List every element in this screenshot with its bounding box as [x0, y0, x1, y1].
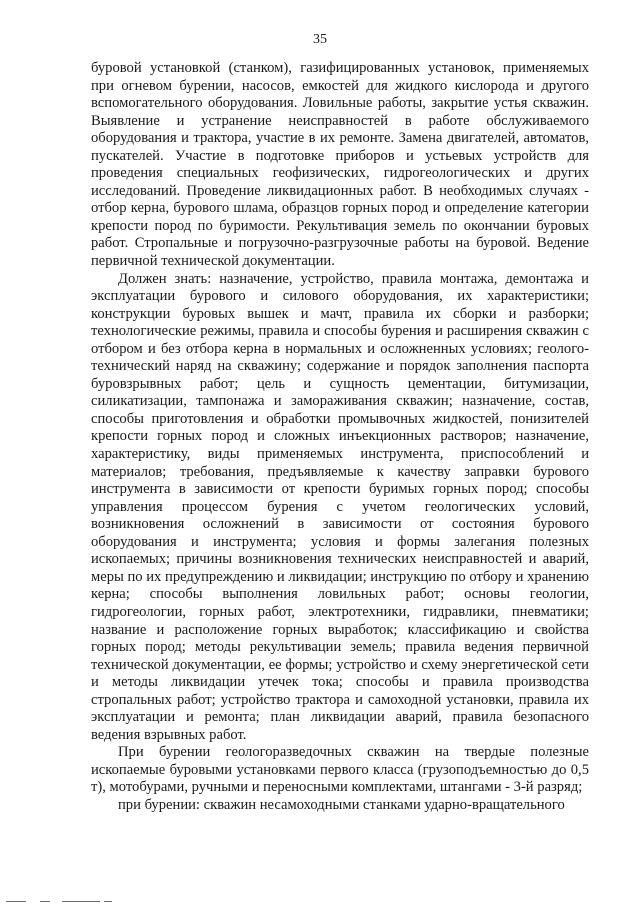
- page-number: 35: [313, 32, 327, 47]
- paragraph-must-know: Должен знать: назначение, устройство, правила монтажа, демонтажа и эксплуатации бурового и силового оборудования, их характеристики; конструкции буровых вышек и мачт, правила их сборки и разборки; технологические режимы, правила и способы бурения и расширения скважин с отбором и без отбора керна в нормальных и осложненных условиях; геолого-технический наряд на скважину; содержание и порядок заполнения паспорта буровзрывных работ; цель и сущность цементации, битумизации, силикатизации, тампонажа и замораживания скважин; назначение, состав, способы приготовления и обработки промывочных жидкостей, понизителей крепости горных пород и сложных инъекционных растворов; назначение, характеристику, виды применяемых инструмента, приспособлений и материалов; требования, предъявляемые к качеству заправки бурового инструмента в зависимости от крепости буримых горных пород; способы управления процессом бурения с учетом геологических условий, возникновения осложнений в зависимости от состояния бурового оборудования и инструмента; условия и формы залегания полезных ископаемых; причины возникновения технических неисправностей и аварий, меры по их предупреждению и ликвидации; инструкцию по отбору и хранению керна; способы выполнения ловильных работ; основы геологии, гидрогеологии, горных работ, электротехники, гидравлики, пневматики; название и расположение горных выработок; классификацию и свойства горных пород; методы рекультивации земель; правила ведения первичной технической документации, ее формы; устройство и схему энергетической сети и методы ликвидации утечек тока; способы и правила производства стропальных работ; устройство трактора и самоходной установки, правила их эксплуатации и ремонта; план ликвидации аварий, правила безопасного ведения взрывных работ.: [91, 270, 589, 743]
- body-text: [91, 60, 589, 815]
- paragraph-duties-continued: буровой установкой (станком), газифицированных установок, применяемых при огневом бурении, насосов, емкостей для жидкого кислорода и другого вспомогательного оборудования. Ловильные работы, закрытие устья скважин. Выявление и устранение неисправностей в работе обслуживаемого оборудования и трактора, участие в их ремонте. Замена двигателей, автоматов, пускателей. Участие в подготовке приборов и устьевых устройств для проведения специальных геофизических, гидрогеологических и других исследований. Проведение ликвидационных работ. В необходимых случаях - отбор керна, бурового шлама, образцов горных пород и определение категории крепости пород по буримости. Рекультивация земель по окончании буровых работ. Стропальные и погрузочно-разгрузочные работы на буровой. Ведение первичной технической документации.: [91, 60, 589, 270]
- scan-mark: [104, 901, 112, 902]
- paragraph-rank-3: При бурении геологоразведочных скважин на твердые полезные ископаемые буровыми установками первого класса (грузоподъемностью до 0,5 т), мотобурами, ручными и переносными комплектами, штангами - 3-й разряд;: [91, 744, 589, 796]
- scan-mark: [40, 901, 50, 902]
- scan-mark: [62, 901, 100, 902]
- paragraph-drilling-conditions: при бурении: скважин несамоходными станками ударно-вращательного: [118, 796, 565, 813]
- scan-mark: [6, 901, 26, 902]
- scan-edge-artifacts: [0, 898, 640, 905]
